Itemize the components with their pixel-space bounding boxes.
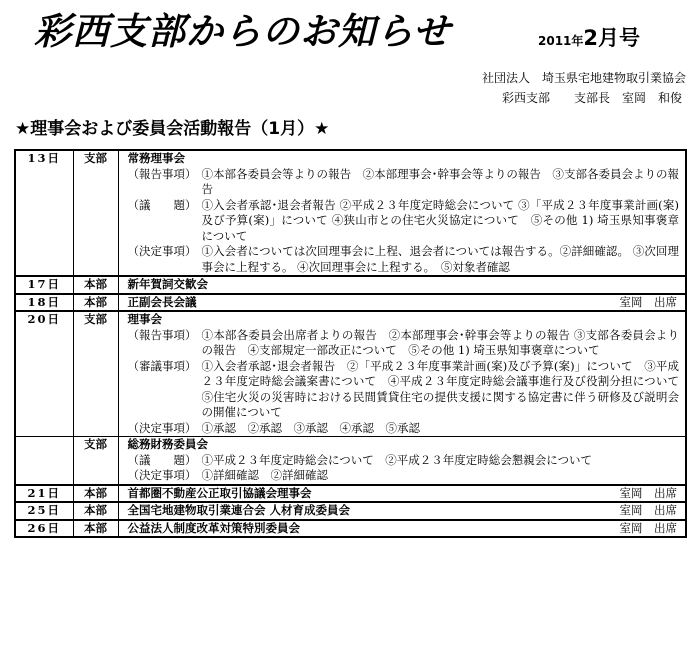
section-label: （報告事項） — [127, 166, 197, 181]
row-content — [118, 276, 686, 294]
event-name: 公益法人制度改革対策特別委員会 — [127, 520, 300, 535]
row-day: 21日 — [15, 485, 73, 503]
attendance-note: 室岡 出席 — [619, 520, 677, 535]
issue-label — [538, 26, 640, 53]
decision-section — [128, 244, 680, 275]
event-name: 正副会長会議 — [127, 294, 197, 309]
section-label: （審議事項） — [127, 358, 197, 373]
section-label: （議 題） — [127, 452, 197, 467]
row-day: 20日 — [15, 311, 73, 437]
table-row — [15, 276, 686, 294]
row-content — [118, 485, 686, 503]
row-location: 支部 — [73, 311, 118, 437]
newsletter-title: 彩西支部からのお知らせ — [34, 10, 451, 53]
event-name: 常務理事会 — [127, 151, 185, 165]
row-content — [118, 294, 686, 312]
row-content — [118, 311, 691, 437]
row-content — [118, 150, 686, 276]
table-row — [15, 485, 686, 503]
table-row — [15, 311, 686, 437]
section-text: ①本部各委員会出席者よりの報告 ②本部理事会･幹事会等よりの報告 ③支部各委員会よりの報告 ④支部規定一部改正について ⑤その他 1) 埼玉県知事褒章について — [201, 327, 679, 357]
issue-year: 2011年 — [538, 34, 584, 48]
event-name: 総務財務委員会 — [127, 437, 208, 451]
deliberation-section — [127, 358, 691, 421]
report-section — [128, 328, 680, 359]
section-label: （報告事項） — [127, 327, 197, 342]
table-row — [15, 520, 686, 538]
table-row — [15, 437, 686, 485]
row-day: 17日 — [15, 276, 73, 294]
section-text: ①平成２３年度定時総会について ②平成２３年度定時総会懇親会について — [201, 452, 593, 467]
row-location: 本部 — [73, 276, 118, 294]
section-label: （決定事項） — [127, 244, 197, 258]
row-location: 支部 — [73, 437, 118, 485]
attendance-note: 室岡 出席 — [619, 294, 677, 309]
row-day: 13日 — [15, 150, 73, 276]
event-name: 新年賀詞交歓会 — [127, 277, 208, 291]
row-location: 本部 — [73, 485, 118, 503]
row-location: 本部 — [73, 294, 118, 312]
row-location: 本部 — [73, 502, 118, 520]
row-day — [15, 437, 73, 485]
section-label: （決定事項） — [127, 468, 197, 482]
row-day: 25日 — [15, 502, 73, 520]
decision-section — [128, 468, 680, 484]
section-text: ①詳細確認 ②詳細確認 — [201, 468, 328, 482]
attendance-note: 室岡 出席 — [619, 485, 677, 500]
report-section — [128, 167, 680, 198]
agenda-section — [128, 198, 680, 245]
row-content — [118, 520, 686, 538]
row-location: 本部 — [73, 520, 118, 538]
section-text: ①入会者については次回理事会に上程、退会者については報告する。②詳細確認。 ③次回理事会に上程する。 ④次回理事会に上程する。 ⑤対象者確認 — [201, 244, 679, 274]
row-content — [118, 502, 686, 520]
table-row — [15, 502, 686, 520]
section-heading: ★理事会および委員会活動報告（1月）★ — [15, 119, 330, 139]
event-name: 全国宅地建物取引業連合会 人材育成委員会 — [127, 503, 351, 517]
organization-name: 社団法人 埼玉県宅地建物取引業協会 — [481, 71, 686, 85]
row-location: 支部 — [73, 150, 118, 276]
table-row — [15, 150, 686, 276]
row-day: 18日 — [15, 294, 73, 312]
section-label: （決定事項） — [127, 420, 197, 435]
row-content — [118, 437, 686, 485]
row-day: 26日 — [15, 520, 73, 538]
attendance-note: 室岡 出席 — [619, 503, 677, 517]
event-name: 首都圏不動産公正取引協議会理事会 — [127, 485, 312, 500]
organization-block — [482, 68, 686, 108]
event-name: 理事会 — [127, 312, 162, 326]
issue-month: 2月号 — [583, 26, 641, 50]
section-text: ①承認 ②承認 ③承認 ④承認 ⑤承認 — [201, 420, 420, 435]
decision-section — [128, 421, 680, 437]
branch-chief: 彩西支部 支部長 室岡 和俊 — [501, 91, 682, 105]
agenda-section — [128, 453, 680, 469]
section-text: ①入会者承認･退会者報告 ②平成２３年度定時総会について ③「平成２３年度事業計画(案)及び予算(案)」について ④狭山市との住宅火災協定について ⑤その他 1) 埼玉県知事褒章について — [201, 197, 679, 243]
section-label: （議 題） — [127, 197, 197, 212]
section-text: ①本部各委員会等よりの報告 ②本部理事会･幹事会等よりの報告 ③支部各委員会よりの報告 — [201, 166, 679, 196]
activity-table — [14, 149, 691, 538]
section-text: ①入会者承認･退会者報告 ②「平成２３年度事業計画(案)及び予算(案)」について ③平成２３年度定時総会議案書について ④平成２３年度定時総会議事進行及び役割分担について ⑤住宅火災の災害時における民間賃貸住宅の提供支援に関する協定書に伴う研修及び説明会の開催について — [201, 358, 691, 419]
table-row — [15, 294, 686, 312]
